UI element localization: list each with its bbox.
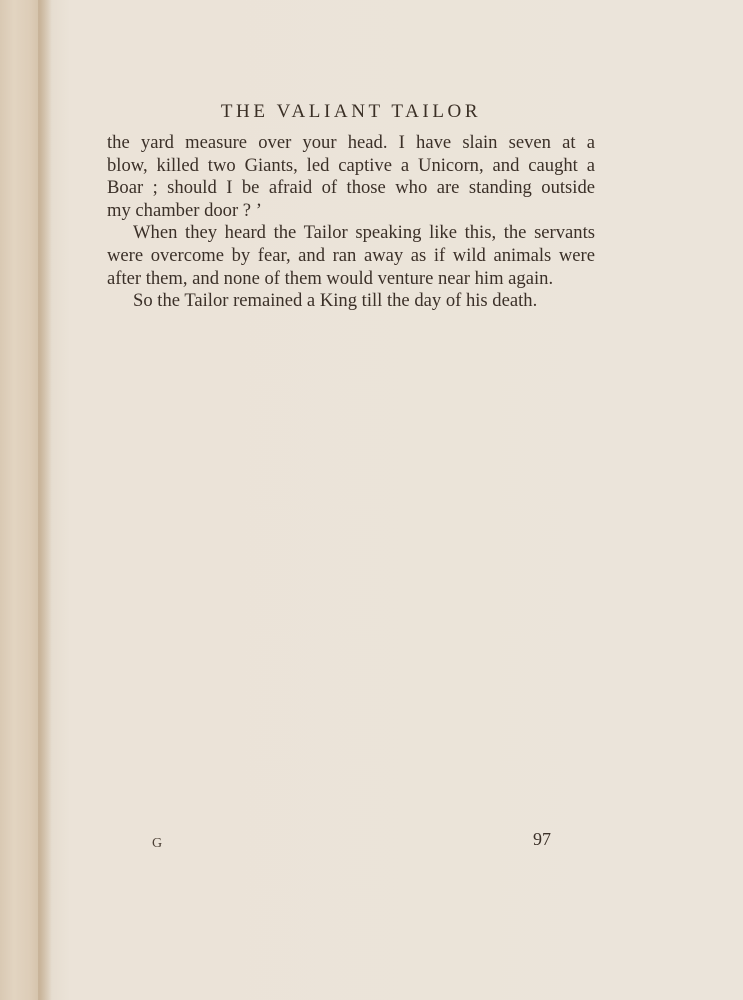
body-text: [107, 132, 595, 313]
gutter-shadow: [38, 0, 52, 1000]
text-line: after them, and none of them would venture near him again.: [107, 267, 554, 289]
page-number: 97: [533, 829, 551, 849]
text-line: blow, killed two Giants, led captive a Unicorn, and caught a: [107, 154, 595, 176]
text-line: were overcome by fear, and ran away as if wild animals were: [107, 244, 595, 266]
text-line: When they heard the Tailor speaking like this, the servants: [133, 222, 595, 244]
text-line: the yard measure over your head. I have slain seven at a: [107, 132, 595, 153]
running-head: THE VALIANT TAILOR: [220, 101, 482, 122]
text-line: So the Tailor remained a King till the day of his death.: [133, 290, 538, 312]
signature-mark: G: [152, 836, 163, 851]
text-line: Boar ; should I be afraid of those who are standing outside: [107, 177, 595, 199]
text-line: my chamber door ? ’: [107, 199, 262, 221]
